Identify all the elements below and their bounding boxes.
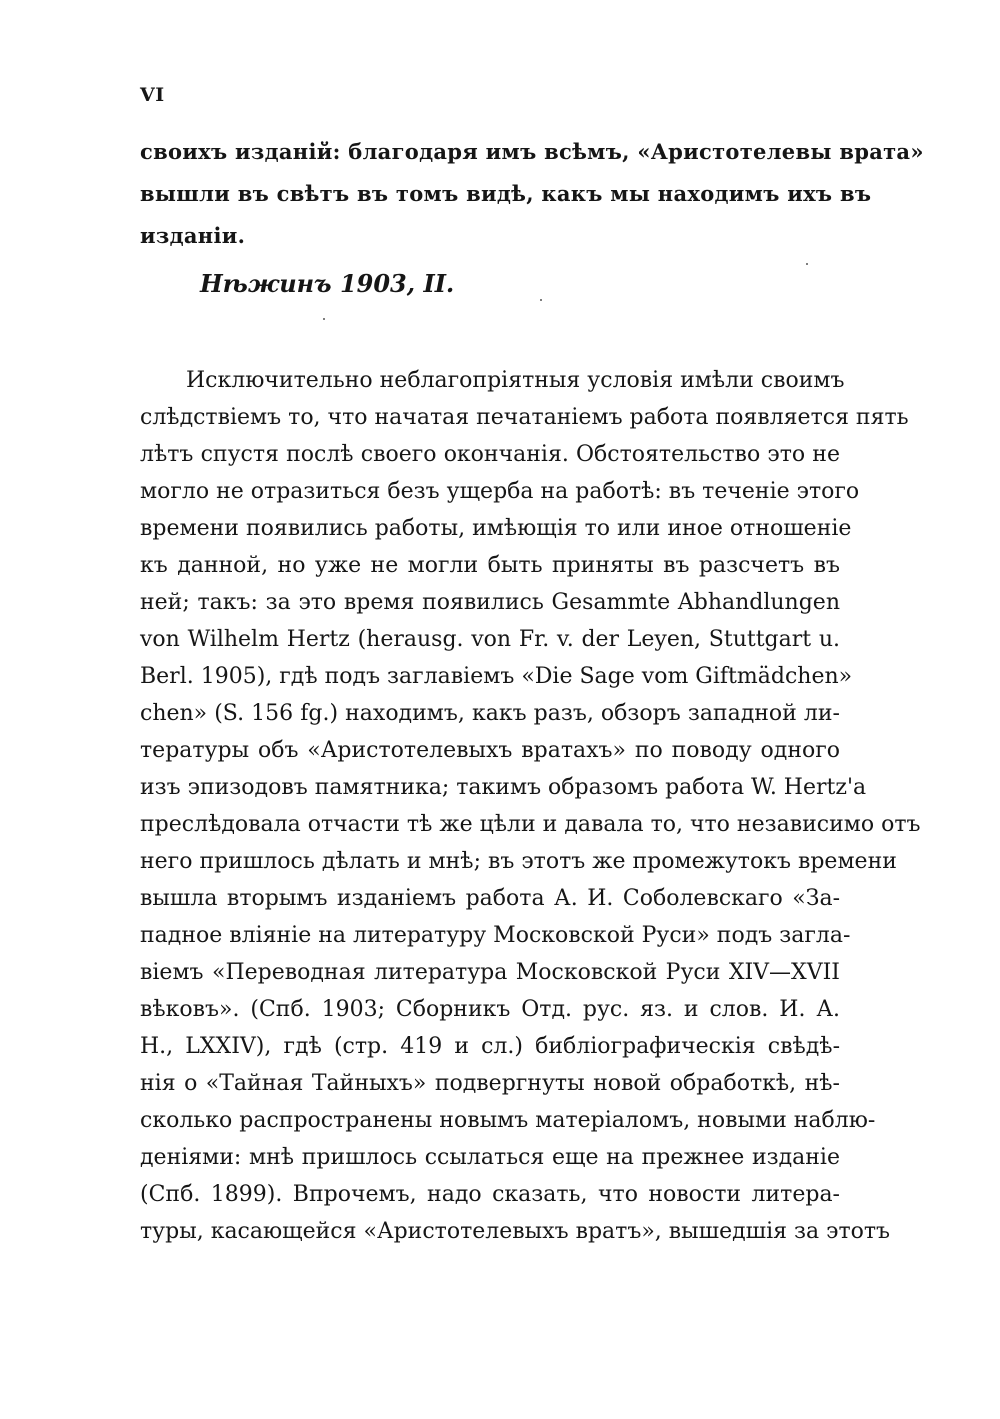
scan-speck bbox=[540, 299, 542, 301]
text-line: преслѣдовала отчасти тѣ же цѣли и давала то, что независимо отъ bbox=[140, 812, 921, 837]
text-line: ней; такъ: за это время появились Gesammte Abhandlungen bbox=[140, 590, 840, 615]
text-line: времени появились работы, имѣющія то или иное отношеніе bbox=[140, 516, 852, 541]
text-line: нія о «Тайная Тайныхъ» подвергнуты новой обработкѣ, нѣ- bbox=[140, 1071, 840, 1096]
text-line: вышла вторымъ изданіемъ работа А. И. Соболевскаго «За- bbox=[140, 886, 840, 911]
text-line: сколько распространены новымъ матеріаломъ, новыми наблю- bbox=[140, 1108, 876, 1133]
text-line: chen» (S. 156 fg.) находимъ, какъ разъ, обзоръ западной ли- bbox=[140, 701, 840, 726]
paragraph-preface-end bbox=[140, 131, 924, 257]
text-line: вѣковъ». (Спб. 1903; Сборникъ Отд. рус. яз. и слов. И. А. bbox=[140, 997, 840, 1022]
page-number: VI bbox=[140, 84, 165, 106]
text-line: Н., LXXIV), гдѣ (стр. 419 и сл.) библіографическія свѣдѣ- bbox=[140, 1034, 840, 1059]
text-line: тературы объ «Аристотелевыхъ вратахъ» по поводу одного bbox=[140, 738, 840, 763]
scan-speck bbox=[323, 318, 325, 320]
place-date-signature: Нѣжинъ 1903, II. bbox=[200, 269, 455, 298]
text-line: віемъ «Переводная литература Московской Руси XIV—XVII bbox=[140, 960, 840, 985]
text-line: своихъ изданій: благодаря имъ всѣмъ, «Аристотелевы врата» bbox=[140, 139, 924, 164]
text-line: къ данной, но уже не могли быть приняты въ разсчетъ въ bbox=[140, 553, 840, 578]
text-line: деніями: мнѣ пришлось ссылаться еще на прежнее изданіе bbox=[140, 1145, 840, 1170]
text-line: лѣтъ спустя послѣ своего окончанія. Обстоятельство это не bbox=[140, 442, 840, 467]
text-line: изъ эпизодовъ памятника; такимъ образомъ работа W. Hertz'a bbox=[140, 775, 867, 800]
text-line: туры, касающейся «Аристотелевыхъ вратъ», вышедшія за этотъ bbox=[140, 1219, 891, 1244]
text-line: (Спб. 1899). Впрочемъ, надо сказать, что новости литера- bbox=[140, 1182, 840, 1207]
paragraph-main bbox=[140, 362, 921, 1250]
scan-speck bbox=[806, 263, 808, 265]
text-line: von Wilhelm Hertz (herausg. von Fr. v. der Leyen, Stuttgart u. bbox=[140, 627, 840, 652]
text-line: слѣдствіемъ то, что начатая печатаніемъ работа появляется пять bbox=[140, 405, 909, 430]
text-line: вышли въ свѣтъ въ томъ видѣ, какъ мы находимъ ихъ въ bbox=[140, 181, 872, 206]
text-line: могло не отразиться безъ ущерба на работѣ: въ теченіе этого bbox=[140, 479, 860, 504]
text-line: него пришлось дѣлать и мнѣ; въ этотъ же промежутокъ времени bbox=[140, 849, 897, 874]
text-line: падное вліяніе на литературу Московской Руси» подъ загла- bbox=[140, 923, 851, 948]
text-line: изданіи. bbox=[140, 223, 246, 248]
text-line: Berl. 1905), гдѣ подъ заглавіемъ «Die Sage vom Giftmädchen» bbox=[140, 664, 853, 689]
text-line: Исключительно неблагопріятныя условія имѣли своимъ bbox=[186, 368, 845, 393]
